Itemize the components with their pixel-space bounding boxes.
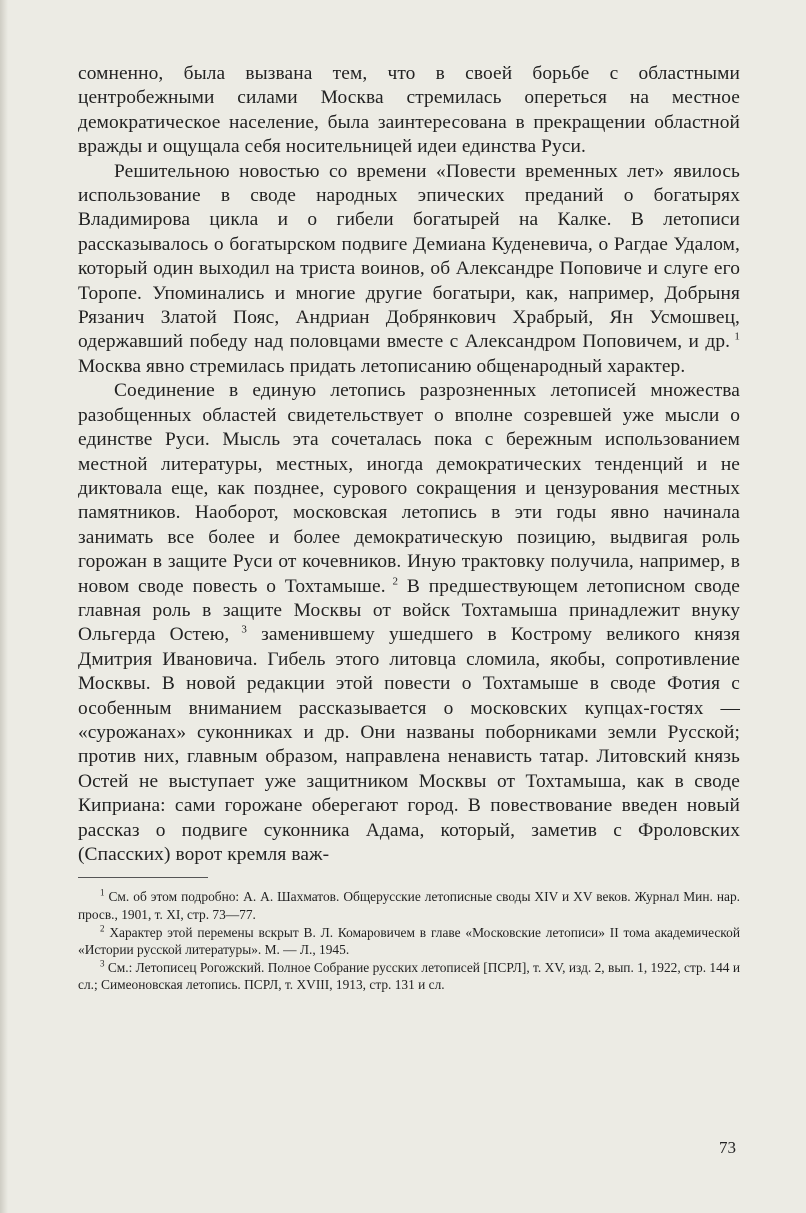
footnote-divider	[78, 877, 208, 878]
footnote-3	[78, 959, 740, 994]
paragraph-2-tail: Москва явно стремилась придать летописанию общенародный характер.	[78, 355, 686, 377]
footnote-3-text: См.: Летописец Рогожский. Полное Собрание русских летописей [ПСРЛ], т. XV, изд. 2, вып. 1, 1922, стр. 144 и сл.; Симеоновская летопись. ПСРЛ, т. XVIII, 1913, стр. 131 и сл.	[78, 959, 740, 993]
footnote-ref-1[interactable]: 1	[734, 331, 740, 343]
paragraph-3-text: Соединение в единую летопись разрозненных летописей множества разобщенных областей свидетельствует о вполне созревшей уже мысли о единстве Руси. Мысль эта сочеталась пока с бережным использованием местной литературы, местных, иногда демократических тенденций и не диктовала еще, как позднее, сурового сокращения и цензурования местных памятников. Наоборот, московская летопись в эти годы явно начинала занимать все более и более демократическую позицию, выдвигая роль горожан в защите Руси от кочевников. Иную трактовку получила, например, в новом своде повесть о Тохтамыше.	[78, 380, 740, 597]
footnote-ref-3[interactable]: 3	[241, 623, 247, 636]
page-number: 73	[719, 1138, 736, 1157]
footnote-1-text: См. об этом подробно: А. А. Шахматов. Общерусские летописные своды XIV и XV веков. Журнал Мин. нар. просв., 1901, т. XI, стр. 73—77.	[78, 889, 740, 922]
footnote-2	[78, 924, 740, 959]
footnote-1	[78, 888, 740, 923]
footnote-3-mark: 3	[100, 958, 105, 969]
paragraph-2	[78, 160, 740, 380]
page-edge-shadow	[0, 0, 8, 1213]
paragraph-2-text: Решительною новостью со времени «Повести временных лет» явилось использование в своде народных эпических преданий о богатырях Владимирова цикла и о гибели богатырей на Калке. В летописи рассказывалось о богатырском подвиге Демиана Куденевича, о Рагдае Удалом, который один выходил на триста воинов, об Александре Поповиче и слуге его Торопе. Упоминались и многие другие богатыри, как, например, Добрыня Рязанич Златой Пояс, Андриан Добрянкович Храбрый, Ян Усмошвец, одержавший победу над половцами вместе с Александром Поповичем, и др.	[78, 160, 740, 353]
footnote-2-mark: 2	[100, 923, 105, 934]
footnote-2-text: Характер этой перемены вскрыт В. Л. Комаровичем в главе «Московские летописи» II тома академической «Истории русской литературы». М. — Л., 1945.	[78, 924, 740, 958]
paragraph-3-middle: В предшествующем летописном своде главная роль в защите Москвы от войск Тохтамыша принадлежит внуку Ольгерда Остею,	[78, 575, 741, 646]
paragraph-3-tail: заменившему ушедшего в Кострому великого князя Дмитрия Ивановича. Гибель этого литовца сломила, якобы, сопротивление Москвы. В новой редакции этой повести о Тохтамыше в своде Фотия с особенным вниманием рассказывается о московских купцах-гостях — «сурожанах» суконниках и др. Они названы поборниками земли Русской; против них, главным образом, направлена ненависть татар. Литовский князь Остей не выступает уже защитником Москвы от Тохтамыша, как в своде Киприана: сами горожане оберегают город. В повествование введен новый рассказ о подвиге суконника Адама, который, заметив с Фроловских (Спасских) ворот кремля важ-	[78, 624, 740, 865]
book-page	[78, 62, 740, 994]
footnote-1-mark: 1	[100, 887, 105, 898]
footnote-ref-2[interactable]: 2	[392, 575, 399, 588]
paragraph-1-text: сомненно, была вызвана тем, что в своей борьбе с областными центробежными силами Москва стремилась опереться на местное демократическое население, была заинтересована в прекращении областной вражды и ощущала себя носительницей идеи единства Руси.	[78, 63, 740, 158]
paragraph-3	[78, 379, 740, 867]
paragraph-1	[78, 62, 740, 160]
